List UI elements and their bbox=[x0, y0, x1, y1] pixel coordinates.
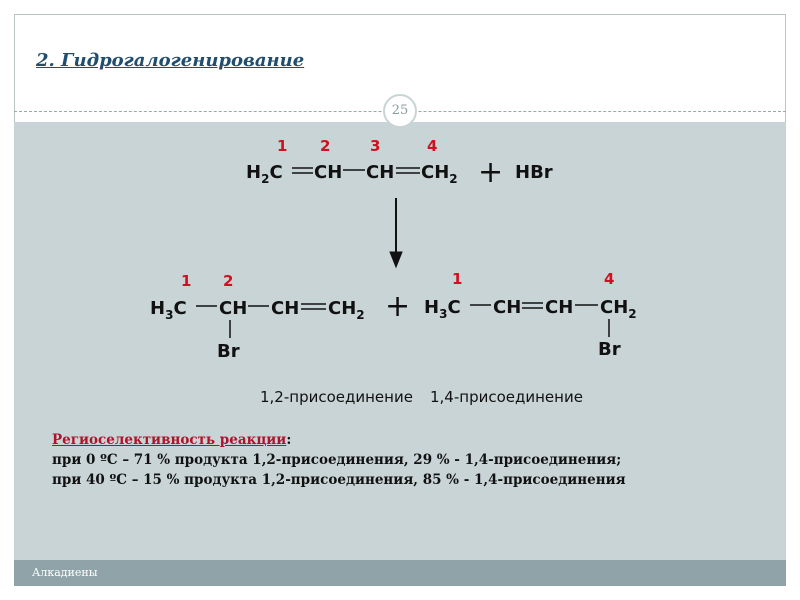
product-12-locants bbox=[181, 272, 233, 290]
reactant-formula bbox=[246, 162, 458, 186]
product-14-locant-4: 4 bbox=[604, 270, 615, 288]
group-ch-2: CH bbox=[314, 162, 343, 183]
product-12-locant-2: 2 bbox=[223, 272, 234, 290]
page-number-badge: 25 bbox=[383, 94, 417, 128]
reagent-hbr: HBr bbox=[515, 162, 553, 183]
product-14-br: Br bbox=[598, 339, 621, 360]
locant-3: 3 bbox=[370, 137, 381, 155]
arrow-head bbox=[390, 252, 402, 267]
product-12-br: Br bbox=[217, 341, 240, 362]
product-12-ch-3: CH bbox=[271, 298, 300, 319]
locant-2: 2 bbox=[320, 137, 331, 155]
product-14-ch2-4: $CH_2$ bbox=[600, 297, 637, 321]
product-12-ch-2: CH bbox=[219, 298, 248, 319]
regioselectivity-line-0c: при 0 ºС – 71 % продукта 1,2-присоединения, 29 % - 1,4-присоединения; bbox=[52, 452, 622, 468]
product-12-h3c: $H_3C$ bbox=[150, 298, 187, 322]
product-12-ch2-4: $CH_2$ bbox=[328, 298, 365, 322]
product-14-ch-3: CH bbox=[545, 297, 574, 318]
regioselectivity-heading bbox=[52, 430, 772, 450]
reaction-arrow bbox=[390, 198, 402, 267]
regioselectivity-title: Региоселективность реакции bbox=[52, 432, 287, 448]
product-14-locants bbox=[452, 270, 614, 288]
group-ch2-4: $CH_2$ bbox=[421, 162, 458, 186]
product-14-formula bbox=[424, 297, 637, 360]
locant-4: 4 bbox=[427, 137, 438, 155]
product-12-formula bbox=[150, 298, 365, 362]
group-ch-3: CH bbox=[366, 162, 395, 183]
plus-sign-reactants: + bbox=[478, 155, 504, 190]
locant-1: 1 bbox=[277, 137, 288, 155]
footer-bar bbox=[14, 560, 786, 586]
regioselectivity-colon: : bbox=[286, 432, 292, 448]
product-14-bonds bbox=[470, 303, 609, 337]
plus-sign-products: + bbox=[385, 289, 411, 324]
slide-title: 2. Гидрогалогенирование bbox=[36, 50, 305, 71]
regioselectivity-line-40c: при 40 ºС – 15 % продукта 1,2-присоединения, 85 % - 1,4-присоединения bbox=[52, 472, 626, 488]
reactant-locants bbox=[277, 137, 437, 155]
footer-label: Алкадиены bbox=[32, 566, 98, 579]
caption-12-addition: 1,2-присоединение bbox=[260, 388, 413, 406]
product-14-h3c: $H_3C$ bbox=[424, 297, 461, 321]
caption-14-addition: 1,4-присоединение bbox=[430, 388, 583, 406]
reactant-bonds bbox=[292, 168, 420, 173]
product-14-locant-1: 1 bbox=[452, 270, 463, 288]
group-h2c: $H_2C$ bbox=[246, 162, 283, 186]
product-12-locant-1: 1 bbox=[181, 272, 192, 290]
product-14-ch-2: CH bbox=[493, 297, 522, 318]
regioselectivity-block bbox=[52, 430, 772, 490]
product-12-bonds bbox=[196, 304, 326, 338]
